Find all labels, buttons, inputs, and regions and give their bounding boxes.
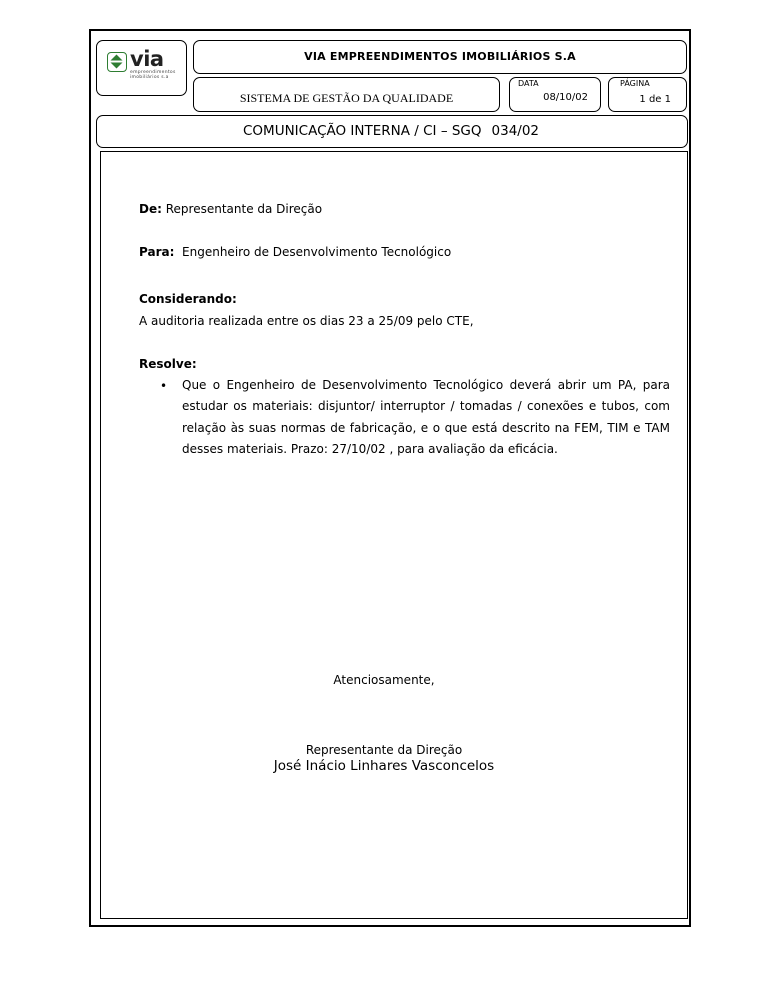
considering-label: Considerando: [139,292,237,306]
considering-text: A auditoria realizada entre os dias 23 a 25/09 pelo CTE, [139,314,474,328]
doc-title [243,123,539,139]
signer-name: José Inácio Linhares Vasconcelos [273,758,495,774]
to-value: Engenheiro de Desenvolvimento Tecnológico [182,245,452,259]
resolve-text: Que o Engenheiro de Desenvolvimento Tecnológico deverá abrir um PA, para estudar os materiais: disjuntor/ interruptor / tomadas / conexões e tubos, com relação às suas normas de fabricação, e o que está descrito na FEM, TIM e TAM desses materiais. Prazo: 27/10/02 , para avaliação da eficácia. [182,378,670,456]
page-value: 1 de 1 [639,94,671,105]
logo-box [96,40,187,96]
company-logo [107,47,177,85]
from-label: De: [139,202,162,216]
date-value: 08/10/02 [543,92,588,103]
logo-word: via [130,47,164,71]
logo-arrows-icon [107,52,127,72]
date-label: DATA [518,79,539,88]
page-box [608,77,687,112]
logo-subtitle: empreendimentos imobiliários s.a [130,70,176,80]
page-label: PÁGINA [620,79,650,88]
doc-title-text: COMUNICAÇÃO INTERNA / CI – SGQ [243,123,482,139]
company-name: VIA EMPREENDIMENTOS IMOBILIÁRIOS S.A [304,50,576,63]
from-line [139,202,322,216]
system-box [193,77,500,112]
closing: Atenciosamente, [333,673,435,687]
from-value: Representante da Direção [165,202,323,216]
signer-role: Representante da Direção [305,743,463,757]
to-line [139,245,451,259]
to-label: Para: [139,245,175,259]
date-box [509,77,601,112]
bullet-icon: • [160,379,168,393]
doc-title-box [96,115,688,148]
memo-body-box [100,151,688,919]
doc-number: 034/02 [491,123,540,139]
system-name: SISTEMA DE GESTÃO DA QUALIDADE [239,91,454,105]
company-box [193,40,687,74]
resolve-label: Resolve: [139,357,197,371]
